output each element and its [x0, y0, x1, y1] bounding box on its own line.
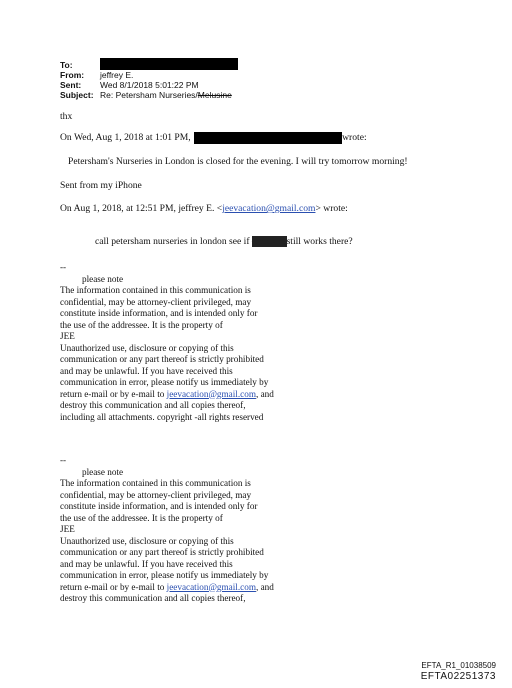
sent-value: Wed 8/1/2018 5:01:22 PM [100, 80, 199, 90]
disclaimer-line: communication in error, please notify us immediately by [60, 570, 269, 580]
disclaimer-line: destroy this communication and all copies thereof, [60, 400, 246, 410]
disclaimer-line: the use of the addressee. It is the property of [60, 512, 223, 523]
from-label: From: [60, 70, 85, 80]
disclaimer-line-text: , and [255, 388, 274, 399]
disclaimer-line-text: return e-mail or by e-mail to [60, 388, 167, 399]
disclaimer-dashes: -- [60, 455, 67, 465]
subject-struck-text: Melusine [197, 90, 232, 100]
disclaimer-line: JEE [60, 524, 75, 534]
disclaimer-line: and may be unlawful. If you have received this [60, 365, 233, 376]
disclaimer-note: please note [82, 273, 124, 284]
disclaimer-line: destroy this communication and all copies thereof, [60, 593, 246, 603]
disclaimer-line [60, 582, 274, 594]
quote2-struck: melusine [251, 236, 287, 247]
quote1-message: Petersham's Nurseries in London is closed for the evening. I will try tomorrow morning! [68, 156, 408, 167]
disclaimer-dashes: -- [60, 262, 67, 272]
disclaimer-line: constitute inside information, and is intended only for [60, 308, 258, 318]
bates-number-1: EFTA_R1_01038509 [421, 661, 496, 670]
disclaimer-line-text: , and [255, 581, 274, 592]
subject-text: Re: Petersham Nurseries/ [100, 90, 198, 100]
sent-row [60, 80, 238, 90]
from-value: jeffrey E. [100, 70, 134, 80]
disclaimer-note: please note [82, 466, 124, 477]
disclaimer-line: and may be unlawful. If you have received this [60, 558, 233, 569]
disclaimer-line: Unauthorized use, disclosure or copying of this [60, 535, 234, 546]
bates-number-2: EFTA02251373 [420, 671, 496, 682]
disclaimer-line: confidential, may be attorney-client privileged, may [60, 489, 252, 500]
sent-label: Sent: [60, 80, 82, 90]
to-label: To: [60, 60, 73, 70]
disclaimer-line: The information contained in this communication is [60, 478, 251, 488]
quote2-text-b: still works there? [286, 236, 353, 247]
email-link[interactable]: jeevacation@gmail.com [166, 388, 256, 399]
quote2-message [95, 236, 353, 248]
disclaimer-block [60, 262, 274, 423]
disclaimer-line: Unauthorized use, disclosure or copying of this [60, 342, 234, 353]
disclaimer-line-text: return e-mail or by e-mail to [60, 581, 167, 592]
subject-value [100, 90, 232, 100]
quote1-prefix: On Wed, Aug 1, 2018 at 1:01 PM, [60, 132, 191, 144]
disclaimer-line: communication or any part thereof is strictly prohibited [60, 547, 264, 557]
reply-text: thx [60, 111, 73, 122]
disclaimer-line: communication or any part thereof is strictly prohibited [60, 354, 264, 364]
disclaimer-line: JEE [60, 331, 75, 341]
disclaimer-line: communication in error, please notify us immediately by [60, 377, 269, 387]
email-link[interactable]: jeevacation@gmail.com [222, 203, 316, 214]
disclaimer-block [60, 455, 274, 605]
disclaimer-line: including all attachments. copyright -all rights reserved [60, 411, 264, 422]
email-link[interactable]: jeevacation@gmail.com [166, 581, 256, 592]
disclaimer-line: The information contained in this communication is [60, 285, 251, 295]
redaction-block [100, 58, 238, 70]
quote2-suffix: > wrote: [315, 203, 348, 214]
disclaimer-line: the use of the addressee. It is the property of [60, 319, 223, 330]
subject-label: Subject: [60, 90, 94, 100]
redaction-block [194, 132, 342, 144]
to-row [60, 60, 238, 70]
quote2-header [60, 203, 348, 215]
quote2-text-a: call petersham nurseries in london see if [95, 236, 250, 247]
from-row [60, 70, 238, 80]
quote2-prefix: On Aug 1, 2018, at 12:51 PM, jeffrey E. < [60, 203, 223, 214]
signature: Sent from my iPhone [60, 180, 142, 191]
quote1-suffix: wrote: [342, 132, 367, 144]
email-header [60, 60, 238, 100]
subject-row [60, 90, 238, 100]
quote1-header [60, 132, 367, 144]
disclaimer-line: confidential, may be attorney-client privileged, may [60, 296, 252, 307]
disclaimer-line: constitute inside information, and is intended only for [60, 501, 258, 511]
disclaimer-line [60, 389, 274, 401]
